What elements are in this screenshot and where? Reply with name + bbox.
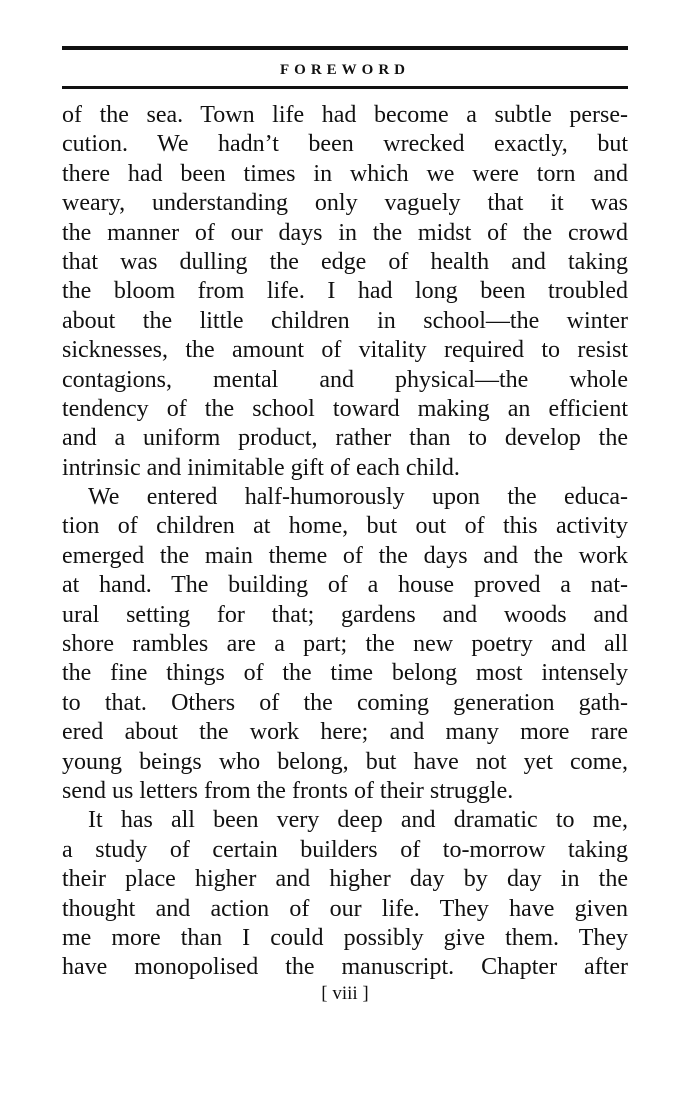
text-line: the bloom from life. I had long been troubled (62, 278, 628, 305)
header-rule-bottom (62, 86, 628, 89)
text-line: cution. We hadn’t been wrecked exactly, but (62, 131, 628, 158)
running-header: FOREWORD (280, 62, 410, 78)
text-line: intrinsic and inimitable gift of each child. (62, 454, 460, 481)
text-line: and a uniform product, rather than to develop the (62, 425, 628, 452)
text-line: ural setting for that; gardens and woods and (62, 601, 628, 628)
text-line: that was dulling the edge of health and taking (62, 248, 628, 275)
text-line: about the little children in school—the winter (62, 307, 628, 334)
text-line: shore rambles are a part; the new poetry and all (62, 631, 628, 658)
text-line: tion of children at home, but out of this activity (62, 513, 628, 540)
text-line: contagions, mental and physical—the whole (62, 366, 628, 393)
text-line: the fine things of the time belong most intensely (62, 660, 628, 687)
text-line: thought and action of our life. They have given (62, 895, 628, 922)
text-line: the manner of our days in the midst of the crowd (62, 219, 628, 246)
text-line: of the sea. Town life had become a subtle perse- (62, 102, 628, 128)
header-rule-top (62, 46, 628, 50)
text-line: at hand. The building of a house proved a nat- (62, 572, 628, 599)
body-text (62, 101, 628, 983)
page-number: [ viii ] (321, 983, 369, 1004)
text-line: ered about the work here; and many more rare (62, 719, 628, 746)
text-line: emerged the main theme of the days and the work (62, 542, 628, 569)
text-line: there had been times in which we were torn and (62, 160, 628, 187)
text-line: send us letters from the fronts of their struggle. (62, 777, 514, 804)
text-line: tendency of the school toward making an efficient (62, 395, 628, 422)
text-line: It has all been very deep and dramatic to me, (88, 807, 628, 834)
text-line: have monopolised the manuscript. Chapter after (62, 954, 628, 981)
text-line: We entered half-humorously upon the educa- (88, 484, 628, 511)
text-line: young beings who belong, but have not yet come, (62, 748, 628, 775)
text-line: me more than I could possibly give them. They (62, 924, 628, 951)
text-line: to that. Others of the coming generation gath- (62, 689, 628, 716)
text-line: weary, understanding only vaguely that it was (62, 190, 628, 217)
text-line: a study of certain builders of to-morrow taking (62, 836, 628, 863)
text-line: their place higher and higher day by day in the (62, 866, 628, 893)
text-line: sicknesses, the amount of vitality required to resist (62, 337, 628, 364)
